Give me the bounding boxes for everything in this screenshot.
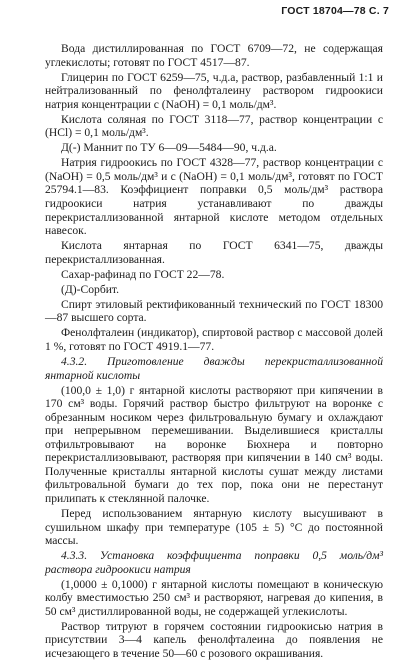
paragraph-sorbitol: (Д)-Сорбит.: [61, 282, 120, 296]
paragraph-glycerin: Глицерин по ГОСТ 6259—75, ч.д.а, раствор, разбавленный 1:1 и нейтрализованный по фенолфталеину раствором гидроокиси натрия концентрации c (NaOH) = 0,1 моль/дм³.: [45, 70, 383, 111]
paragraph-mannitol: Д(-) Маннит по ТУ 6—09—5484—90, ч.д.а.: [61, 141, 277, 155]
page-header: ГОСТ 18704—78 С. 7: [281, 5, 389, 17]
paragraph-ethanol: Спирт этиловый ректификованный технический по ГОСТ 18300—87 высшего сорта.: [45, 297, 383, 325]
document-body: [45, 42, 383, 662]
paragraph-weighing: (1,0000 ± 0,1000) г янтарной кислоты помещают в коническую колбу вместимостью 250 см³ и растворяют, нагревая до кипения, в 50 см³ дистиллированной воды, не содержащей углекислоты.: [45, 577, 383, 618]
section-heading-4-3-2: 4.3.2. Приготовление дважды перекристаллизованной янтарной кислоты: [45, 355, 383, 382]
paragraph-sugar: Сахар-рафинад по ГОСТ 22—78.: [61, 267, 225, 281]
paragraph-hydrochloric-acid: Кислота соляная по ГОСТ 3118—77, раствор концентрации c (HCl) = 0,1 моль/дм³.: [45, 112, 383, 140]
paragraph-succinic-acid: Кислота янтарная по ГОСТ 6341—75, дважды перекристаллизованная.: [45, 239, 383, 266]
paragraph-phenolphthalein: Фенолфталеин (индикатор), спиртовой раствор с массовой долей 1 %, готовят по ГОСТ 4919.1—77.: [45, 326, 383, 353]
paragraph-recrystallization: (100,0 ± 1,0) г янтарной кислоты растворяют при кипячении в 170 см³ воды. Горячий раствор быстро фильтруют на воронке с обрезанным носиком через фильтровальную бумагу и охлаждают при непрерывном перемешивании. Выделившиеся кристаллы отфильтровывают на воронке Бюхнера и повторно перекристаллизовывают, растворяя при кипячении в 140 см³ воды. Полученные кристаллы янтарной кислоты сушат между листами фильтровальной бумаги до тех пор, пока они не перестанут прилипать к стеклянной палочке.: [45, 383, 383, 505]
paragraph-water: Вода дистиллированная по ГОСТ 6709—72, не содержащая углекислоты; готовят по ГОСТ 4517—87.: [45, 42, 383, 69]
section-heading-4-3-3: 4.3.3. Установка коэффициента поправки 0,5 моль/дм³ раствора гидроокиси натрия: [45, 549, 383, 576]
paragraph-drying: Перед использованием янтарную кислоту высушивают в сушильном шкафу при температуре (105 ± 5) °С до постоянной массы.: [45, 507, 383, 548]
paragraph-sodium-hydroxide: Натрия гидроокись по ГОСТ 4328—77, раствор концентрации c (NaOH) = 0,5 моль/дм³ и c (NaOH) = 0,1 моль/дм³, готовят по ГОСТ 25794.1—83. Коэффициент поправки 0,5 моль/дм³ раствора гидроокиси натрия устанавливают по дважды перекристаллизованной янтарной кислоте методом отдельных навесок.: [45, 156, 383, 238]
paragraph-titration: Раствор титруют в горячем состоянии гидроокисью натрия в присутствии 3—4 капель фенолфталеина до появления не исчезающего в течение 50—60 с розового окрашивания.: [45, 619, 383, 661]
